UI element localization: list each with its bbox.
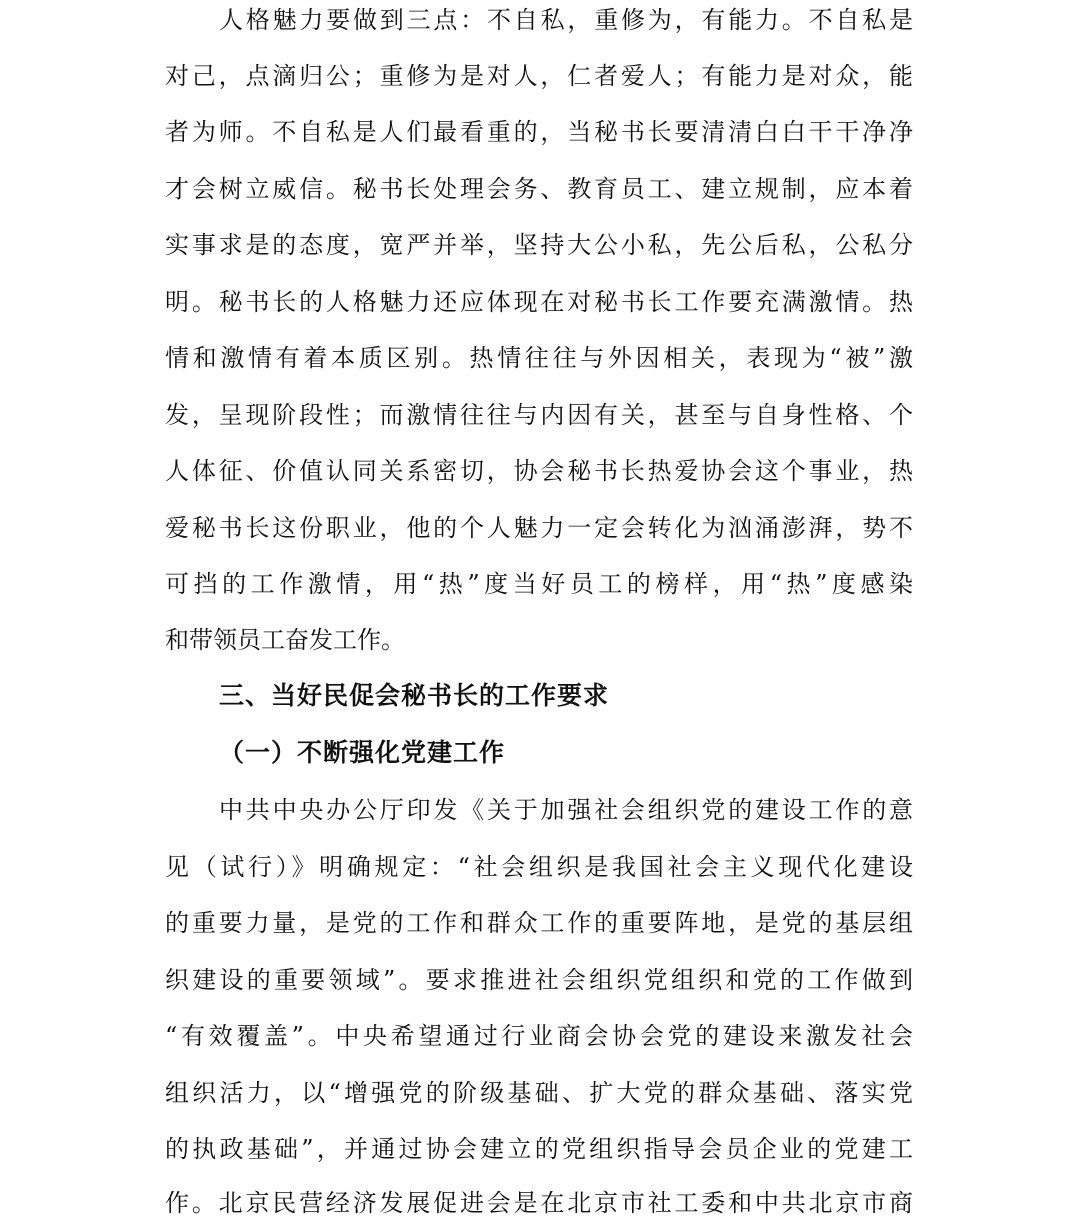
subsection-heading: （一）不断强化党建工作 [219, 738, 506, 767]
text-line: 的重要力量，是党的工作和群众工作的重要阵地，是党的基层组 [165, 909, 913, 937]
text-line: 可挡的工作激情，用“热”度当好员工的榜样，用“热”度感染 [165, 570, 913, 598]
text-line: 实事求是的态度，宽严并举，坚持大公小私，先公后私，公私分 [165, 231, 913, 259]
text-line: 的执政基础”，并通过协会建立的党组织指导会员企业的党建工 [165, 1135, 913, 1163]
text-line: 发，呈现阶段性；而激情往往与内因有关，甚至与自身性格、个 [165, 401, 913, 429]
text-line: 才会树立威信。秘书长处理会务、教育员工、建立规制，应本着 [165, 175, 913, 203]
text-line: 和带领员工奋发工作。 [165, 626, 405, 654]
text-line: 作。北京民营经济发展促进会是在北京市社工委和中共北京市商 [165, 1189, 913, 1217]
text-line: 爱秘书长这份职业，他的个人魅力一定会转化为汹涌澎湃，势不 [165, 514, 913, 542]
text-line: 情和激情有着本质区别。热情往往与外因相关，表现为“被”激 [165, 344, 913, 372]
text-line: 组织活力，以“增强党的阶级基础、扩大党的群众基础、落实党 [165, 1079, 913, 1107]
text-line: 织建设的重要领域”。要求推进社会组织党组织和党的工作做到 [165, 966, 913, 994]
text-line: 明。秘书长的人格魅力还应体现在对秘书长工作要充满激情。热 [165, 288, 913, 316]
text-line: 对己，点滴归公；重修为是对人，仁者爱人；有能力是对众，能 [165, 62, 913, 90]
text-line: 见（试行）》明确规定：“社会组织是我国社会主义现代化建设 [165, 853, 913, 881]
text-line: 中共中央办公厅印发《关于加强社会组织党的建设工作的意 [219, 796, 913, 824]
section-heading: 三、当好民促会秘书长的工作要求 [219, 681, 610, 710]
text-line: 者为师。不自私是人们最看重的，当秘书长要清清白白干干净净 [165, 118, 913, 146]
text-line: “有效覆盖”。中央希望通过行业商会协会党的建设来激发社会 [165, 1022, 913, 1050]
text-line: 人格魅力要做到三点：不自私，重修为，有能力。不自私是 [219, 6, 913, 34]
text-line: 人体征、价值认同关系密切，协会秘书长热爱协会这个事业，热 [165, 457, 913, 485]
